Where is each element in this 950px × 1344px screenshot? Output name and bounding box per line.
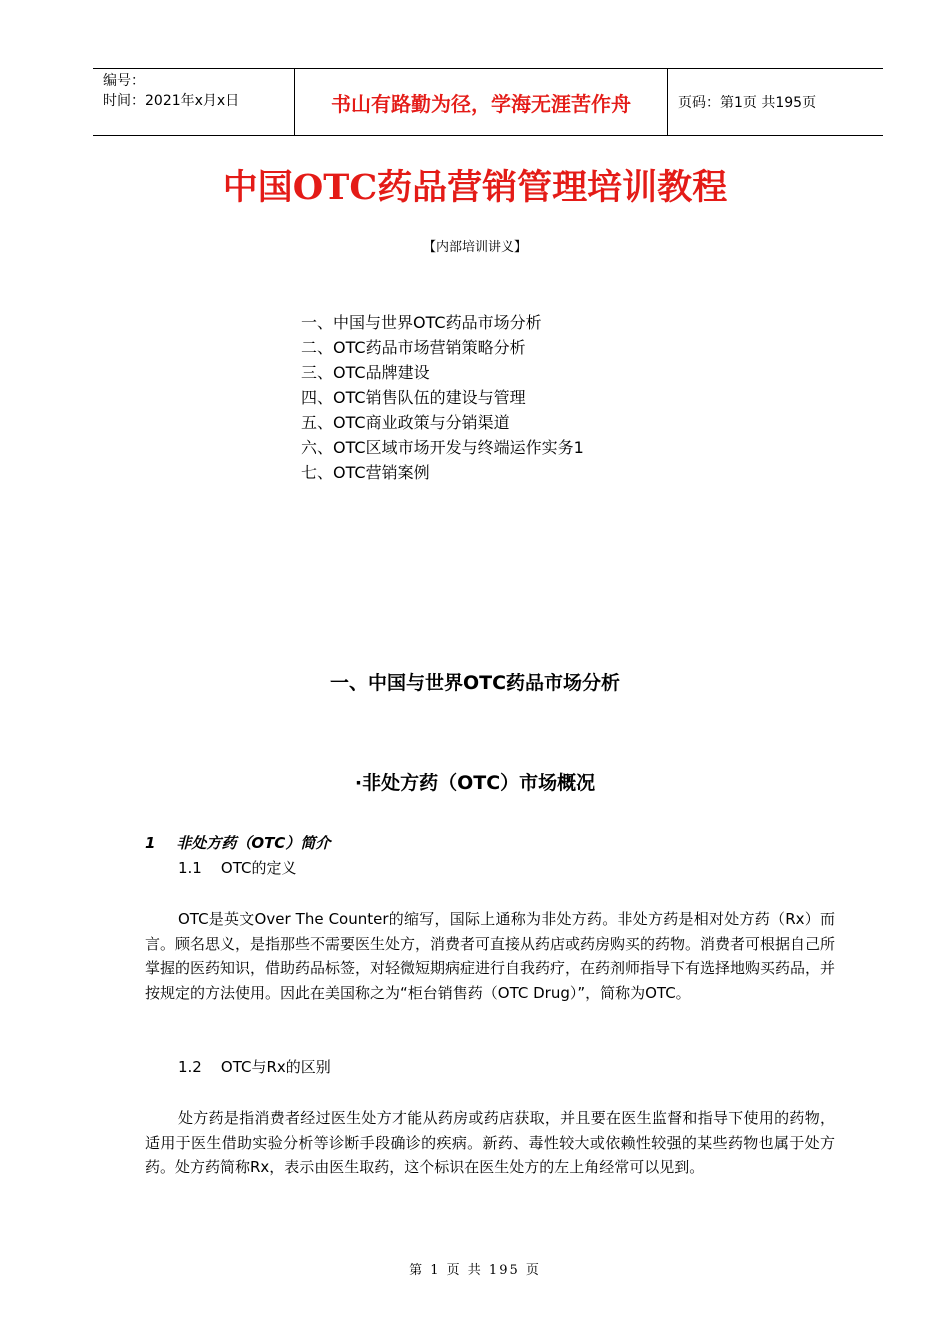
- document-title: 中国OTC药品营销管理培训教程: [222, 167, 728, 208]
- toc-item: 三、OTC品牌建设: [301, 363, 430, 382]
- toc-item: 四、OTC销售队伍的建设与管理: [301, 388, 526, 407]
- paragraph-otc-rx-difference: 处方药是指消费者经过医生处方才能从药房或药店获取，并且要在医生监督和指导下使用的药物，适用于医生借助实验分析等诊断手段确诊的疾病。新药、毒性较大或依赖性较强的某些药物也属于处方药。处方药简称Rx，表示由医生取药，这个标识在医生处方的左上角经常可以见到。: [145, 1109, 835, 1176]
- heading-1: 1 非处方药（OTC）简介: [145, 834, 331, 852]
- table-of-contents: [301, 310, 584, 485]
- section-subtitle: ·非处方药（OTC）市场概况: [354, 772, 596, 794]
- heading-1-2: 1.2 OTC与Rx的区别: [178, 1058, 331, 1076]
- toc-item: 一、中国与世界OTC药品市场分析: [301, 313, 542, 332]
- paragraph-otc-definition: OTC是英文Over The Counter的缩写，国际上通称为非处方药。非处方药是相对处方药（Rx）而言。顾名思义，是指那些不需要医生处方，消费者可直接从药店或药房购买的药物。消费者可根据自己所掌握的医药知识，借助药品标签，对轻微短期病症进行自我药疗，在药剂师指导下有选择地购买药品，并按规定的方法使用。因此在美国称之为“柜台销售药（OTC Drug）”，简称为OTC。: [145, 910, 836, 1002]
- header-motto-cell: [295, 69, 668, 135]
- time-label: 时间：2021年x月x日: [103, 93, 240, 109]
- heading-1-1: 1.1 OTC的定义: [178, 859, 297, 877]
- header-page-cell: [668, 69, 883, 135]
- section-title: 一、中国与世界OTC药品市场分析: [329, 672, 621, 694]
- header-table: [93, 68, 883, 136]
- document-subtitle: 【内部培训讲义】: [422, 240, 527, 255]
- toc-item: 七、OTC营销案例: [301, 463, 430, 482]
- toc-item: 二、OTC药品市场营销策略分析: [301, 338, 526, 357]
- number-label: 编号：: [103, 73, 145, 89]
- toc-item: 五、OTC商业政策与分销渠道: [301, 413, 510, 432]
- page-info: 页码：第1页 共195页: [678, 95, 817, 111]
- page-footer: 第 1 页 共 195 页: [409, 1263, 541, 1278]
- header-left-cell: [93, 69, 295, 135]
- toc-item: 六、OTC区域市场开发与终端运作实务1: [301, 438, 584, 457]
- motto: 书山有路勤为径，学海无涯苦作舟: [331, 91, 631, 116]
